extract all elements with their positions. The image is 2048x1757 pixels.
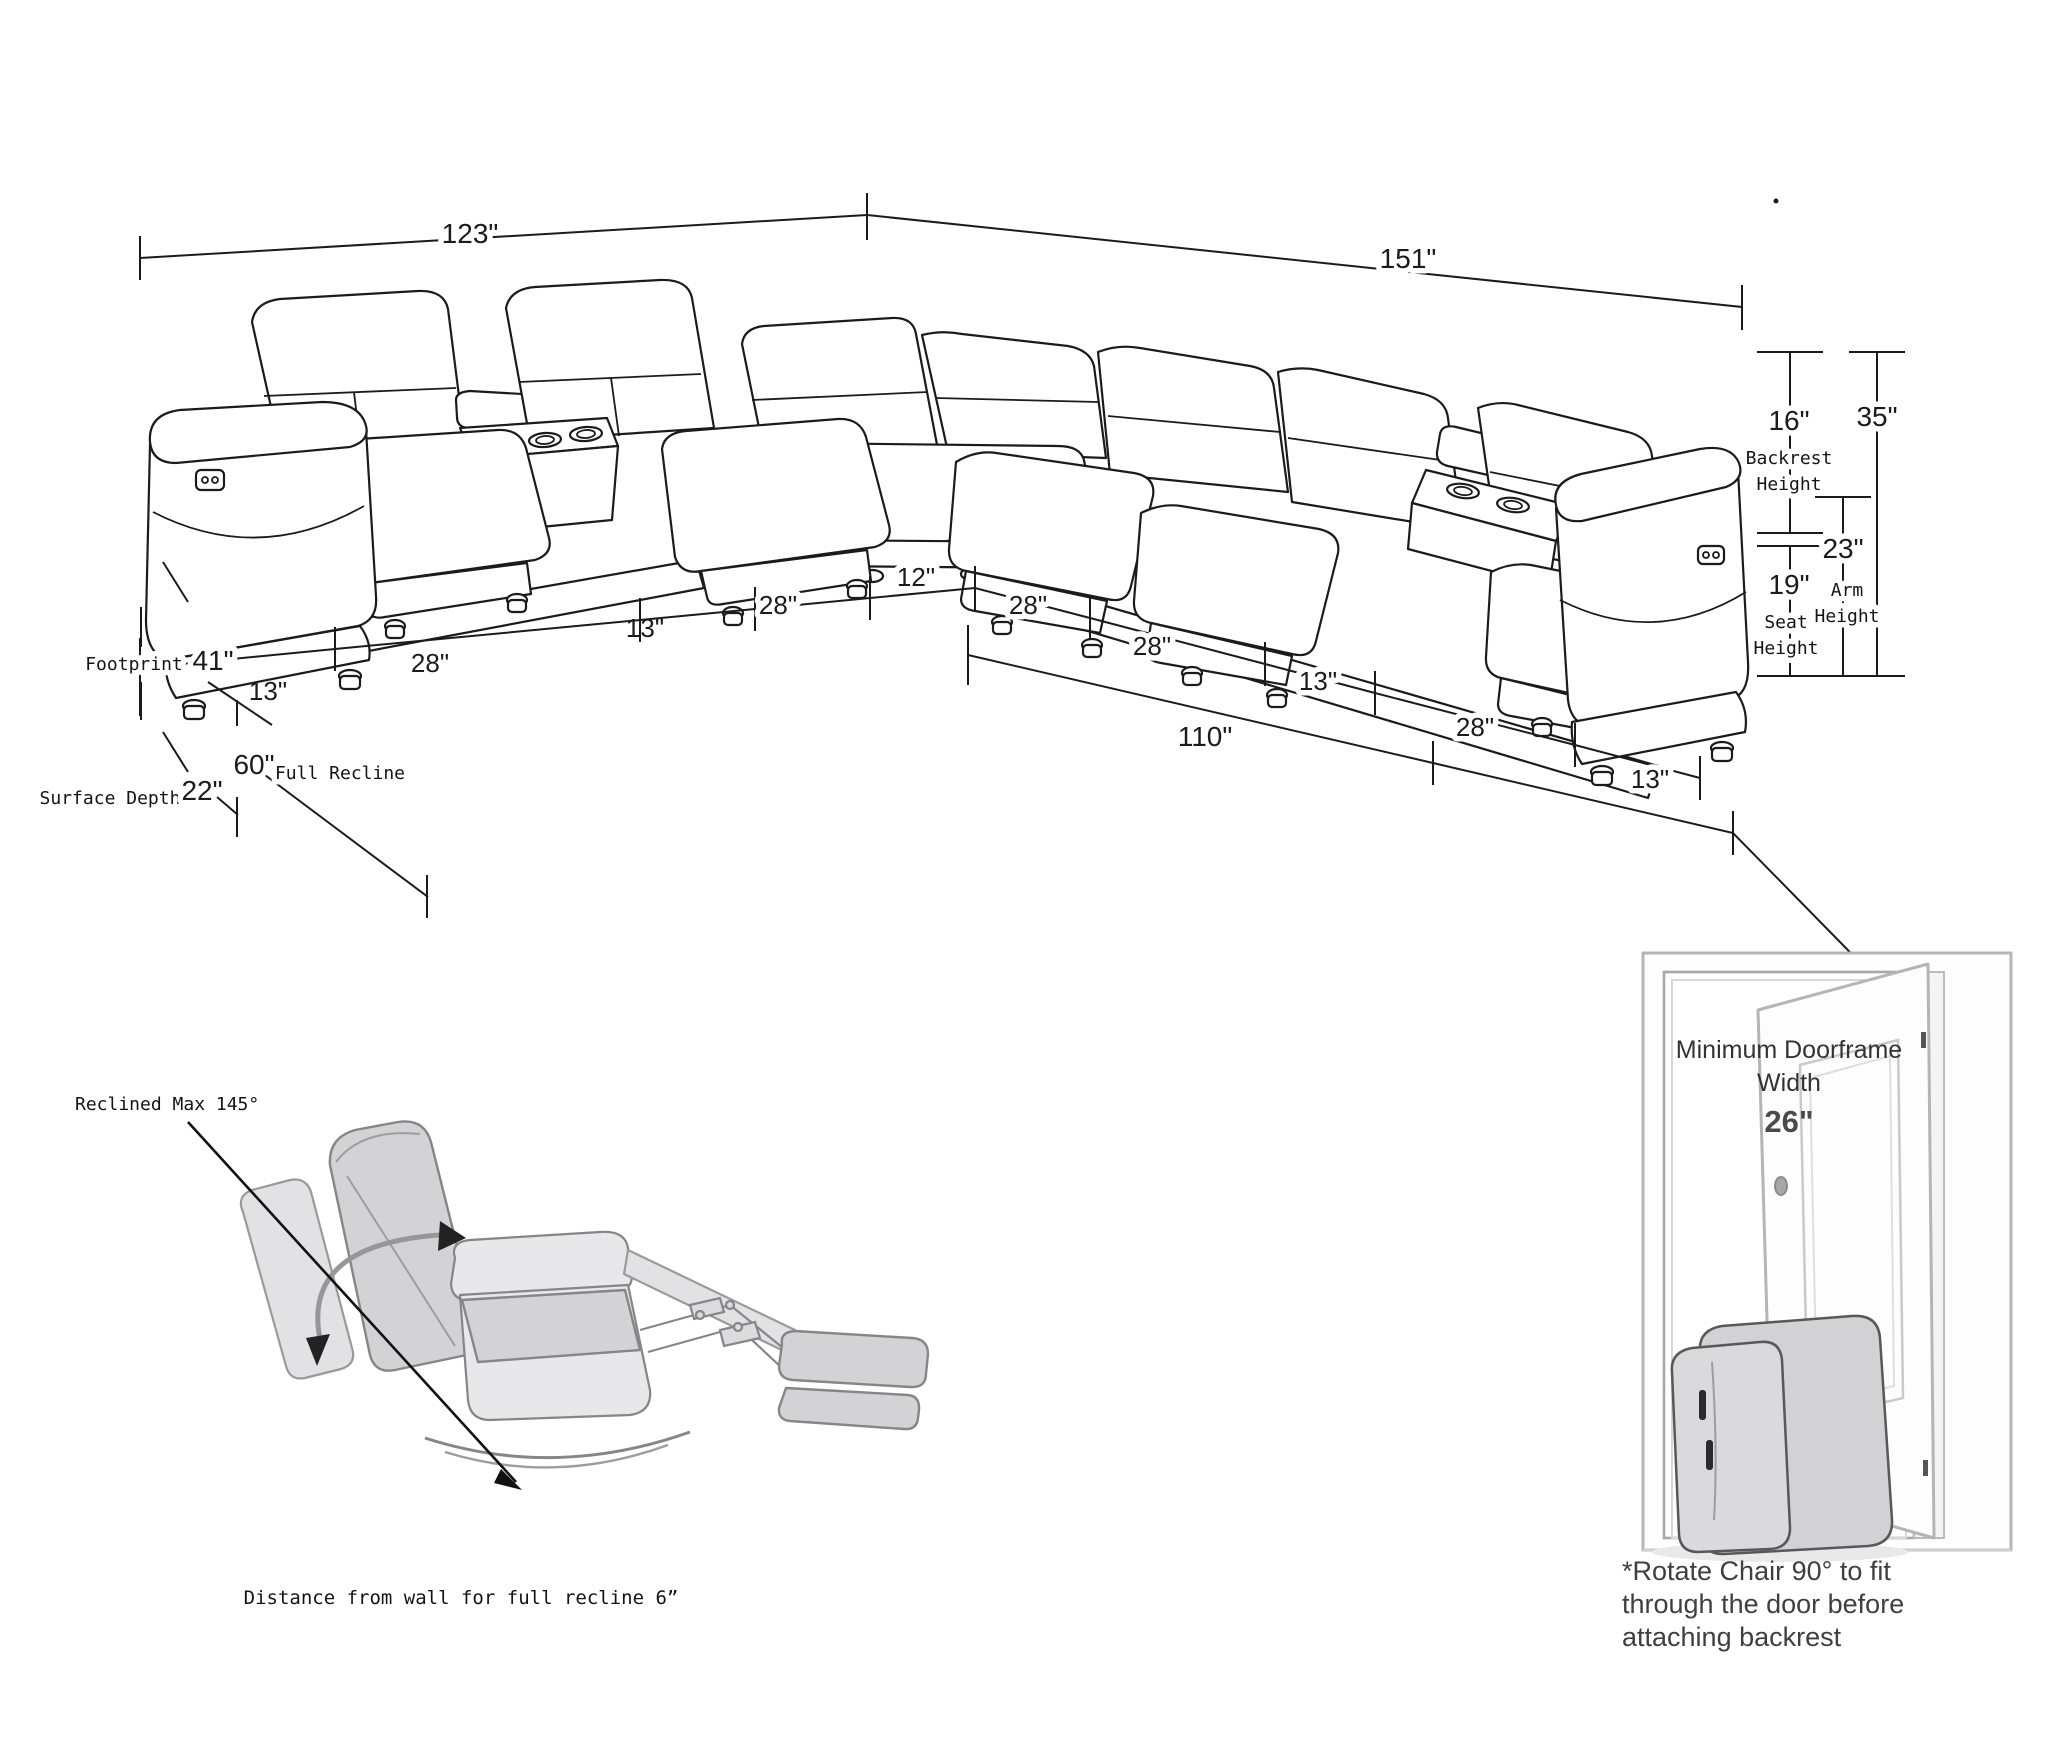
hinge-bottom xyxy=(1923,1460,1928,1476)
dim-seg-seat1: 28" xyxy=(410,648,450,678)
full-recline-dim xyxy=(237,700,428,918)
dim-footprint: 41" xyxy=(192,645,234,676)
seat-height-label-2: Height xyxy=(1753,638,1819,659)
backrest-height-label-1: Backrest xyxy=(1745,448,1833,469)
power-button-icon xyxy=(1698,546,1724,564)
hinge-top xyxy=(1921,1032,1926,1048)
door-min-width-line2: Width xyxy=(1757,1069,1821,1097)
backrest-height-label-2: Height xyxy=(1756,474,1822,495)
seat-height-label-1: Seat xyxy=(1764,612,1808,633)
dim-backrest-height: 16" xyxy=(1768,405,1810,436)
dim-seg-console1: 13" xyxy=(625,613,665,643)
door-min-width-line1: Minimum Doorframe xyxy=(1675,1036,1903,1064)
stray-dot xyxy=(1774,199,1779,204)
dim-seg-seat5: 28" xyxy=(1455,712,1495,742)
dim-seg-console2: 13" xyxy=(1298,666,1338,696)
dim-total-run: 110" xyxy=(1177,721,1233,752)
sectional-sofa-drawing xyxy=(146,199,1779,799)
dim-seg-corner: 12" xyxy=(896,562,936,592)
backrest-height-dim xyxy=(1757,352,1823,533)
door-note-line2: through the door before xyxy=(1622,1589,1905,1619)
recliner-drawing xyxy=(188,1121,928,1490)
backrest-seat2 xyxy=(506,280,714,440)
dim-seg-arm-left: 13" xyxy=(248,676,288,706)
chair-in-doorway xyxy=(1652,1316,1908,1562)
backrest-corner-right xyxy=(922,332,1106,458)
arm-height-label-2: Height xyxy=(1814,606,1880,627)
footprint-label: Footprint xyxy=(85,654,183,675)
dim-seg-arm-right: 13" xyxy=(1630,764,1670,794)
dim-full-recline: 60" xyxy=(233,749,275,780)
dim-width-left: 123" xyxy=(441,218,499,249)
dim-total-height: 35" xyxy=(1856,401,1898,432)
doorknob xyxy=(1775,1177,1787,1195)
dim-seat-height: 19" xyxy=(1768,569,1810,600)
seat2-footrest xyxy=(662,419,890,572)
dim-seg-seat3: 28" xyxy=(1008,590,1048,620)
power-button-icon xyxy=(196,470,224,490)
right-arm xyxy=(1555,448,1748,785)
backrest-seat3 xyxy=(1098,347,1288,492)
recline-angle-label: Reclined Max 145° xyxy=(75,1094,260,1115)
full-recline-label: Full Recline xyxy=(274,763,406,784)
dim-width-right: 151" xyxy=(1379,243,1437,274)
arm-height-label-1: Arm xyxy=(1830,580,1864,601)
door-min-width-value: 26" xyxy=(1764,1104,1814,1139)
door-note-line1: *Rotate Chair 90° to fit xyxy=(1622,1556,1891,1586)
dim-seg-seat4: 28" xyxy=(1132,631,1172,661)
dim-surface-depth: 22" xyxy=(181,775,223,806)
dim-seg-seat2: 28" xyxy=(758,590,798,620)
dim-arm-height: 23" xyxy=(1822,533,1864,564)
surface-depth-label: Surface Depth xyxy=(39,788,181,809)
door-note-line3: attaching backrest xyxy=(1622,1622,1842,1652)
wall-distance-label: Distance from wall for full recline 6” xyxy=(243,1587,679,1609)
